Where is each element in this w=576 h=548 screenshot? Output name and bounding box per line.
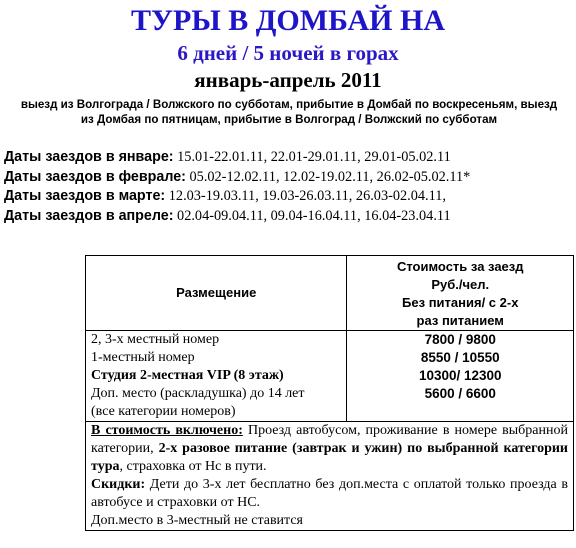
dates-label: Даты заездов в январе: (4, 149, 174, 165)
dates-value: 15.01-22.01.11, 22.01-29.01.11, 29.01-05.02.11 (177, 149, 451, 165)
dates-row-april (4, 207, 574, 227)
extra-bed-note: Доп.место в 3-местный не ставится (91, 513, 303, 528)
dates-list (4, 148, 574, 226)
page-title: ТУРЫ В ДОМБАЙ НА (130, 4, 446, 37)
price-value: 5600 / 6600 (424, 386, 496, 401)
room-type: Доп. место (раскладушка) до 14 лет (91, 386, 305, 401)
price-value: 8550 / 10550 (420, 350, 500, 365)
header-cost-line: Стоимость за заезд (396, 259, 524, 274)
price-value: 7800 / 9800 (424, 332, 496, 347)
room-type: (все категории номеров) (91, 404, 236, 419)
dates-row-march (4, 187, 574, 207)
info-cell (86, 422, 574, 531)
dates-label: Даты заездов в апреле: (4, 207, 174, 224)
room-type: 2, 3-х местный номер (91, 332, 220, 347)
header-accommodation: Размещение (86, 256, 347, 331)
rooms-cell (86, 331, 347, 422)
price-value: 10300/ 12300 (418, 368, 502, 383)
room-type: Студия 2-местная VIP (8 этаж) (91, 368, 284, 383)
dates-label: Даты заездов в марте: (4, 188, 166, 204)
dates-value: 02.04-09.04.11, 09.04-16.04.11, 16.04-23.04.11 (177, 207, 451, 224)
discount-label: Скидки: (91, 477, 146, 492)
tour-period: январь-апрель 2011 (194, 68, 382, 92)
table-row (86, 422, 574, 531)
header-cost (347, 256, 574, 331)
dates-value: 05.02-12.02.11, 12.02-19.02.11, 26.02-05.02.11* (189, 168, 471, 185)
header-cost-line: Без питания/ с 2-х (402, 295, 519, 310)
table-header-row (86, 256, 574, 331)
dates-label: Даты заездов в феврале: (4, 168, 186, 185)
table-row (86, 331, 574, 422)
dates-value: 12.03-19.03.11, 19.03-26.03.11, 26.03-02.04.11, (168, 188, 446, 204)
included-text: , страховка от Нс в пути. (119, 459, 267, 474)
discount-text: Дети до 3-х лет бесплатно без доп.места с оплатой только проезда в автобусе и страховки от НС. (91, 477, 568, 510)
room-type: 1-местный номер (91, 350, 195, 365)
included-meals: 2-х разовое питание (завтрак и ужин) по выбранной категории тура (91, 441, 569, 474)
prices-cell (347, 331, 574, 422)
included-text: Проезд автобусом, проживание в номере выбранной категории, (91, 423, 568, 456)
discount-paragraph (91, 476, 568, 512)
dates-row-february (4, 168, 574, 188)
tour-duration: 6 дней / 5 ночей в горах (177, 41, 399, 65)
included-paragraph (91, 422, 568, 476)
header-cost-line: Руб./чел. (431, 277, 490, 292)
header-cost-line: раз питанием (416, 313, 504, 328)
route-description: выезд из Волгограда / Волжского по субботам, прибытие в Домбай по воскресеньям, выезд из Домбая по пятницам, прибытие в Волгоград / Волжский по субботам (20, 98, 558, 126)
included-label: В стоимость включено: (91, 423, 243, 438)
dates-row-january (4, 148, 574, 168)
price-table (85, 255, 574, 531)
